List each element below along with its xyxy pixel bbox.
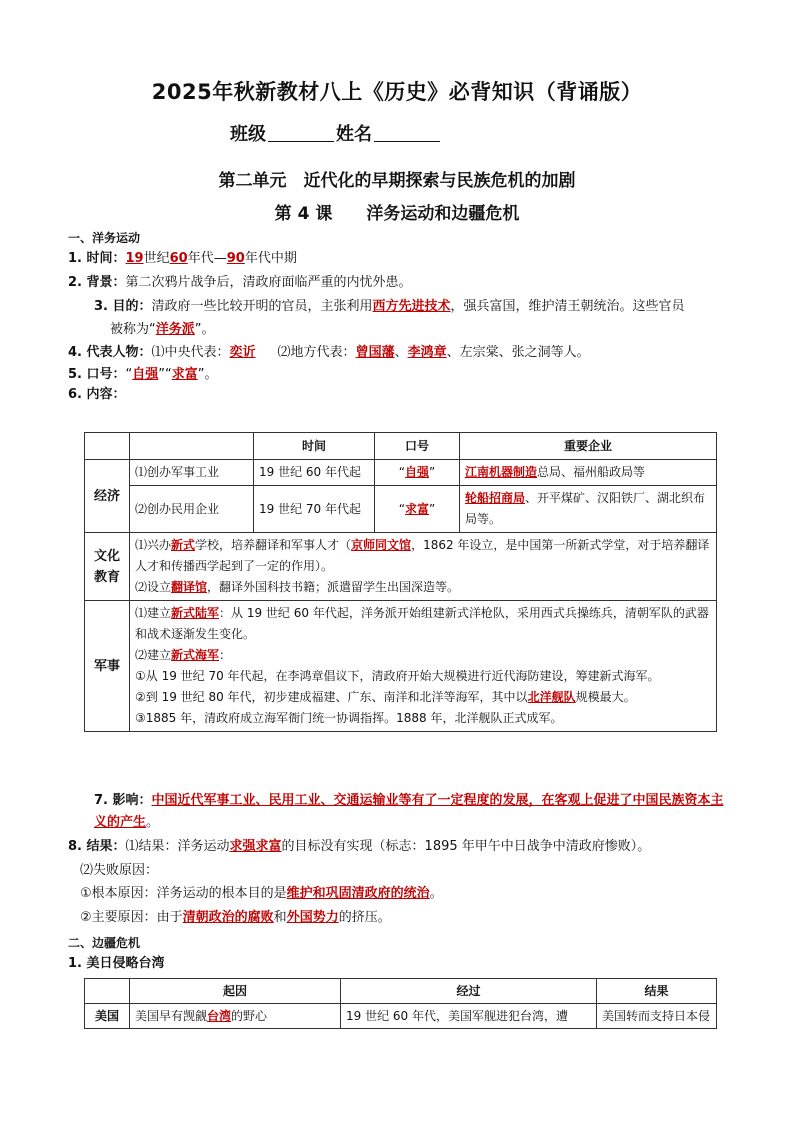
edu-text: ⑵设立 bbox=[135, 580, 172, 594]
military-item-2 bbox=[135, 645, 711, 666]
slogan-line bbox=[68, 366, 218, 384]
mil-text: ②到 19 世纪 80 年代，初步建成福建、广东、南洋和北洋等海军，其中以 bbox=[135, 690, 528, 704]
cell-item: ⑴创办军事工业 bbox=[130, 460, 254, 486]
impact-keyword: 中国近代军事工业、民用工业、交通运输业等有了一定程度的发展，在客观上促进了中国民族 bbox=[151, 793, 685, 808]
fail-text: ②主要原因：由于 bbox=[80, 910, 183, 925]
aim-line-2 bbox=[110, 321, 215, 339]
table-row bbox=[85, 533, 717, 601]
cell-cause bbox=[130, 1004, 341, 1029]
slogan-text: 自强 bbox=[404, 465, 429, 479]
edu-text: ⑴兴办 bbox=[135, 538, 172, 552]
name-label: 姓名 bbox=[336, 124, 372, 145]
slogan-1: 自强 bbox=[132, 367, 159, 382]
fail-text: ①根本原因：洋务运动的根本目的是 bbox=[80, 886, 287, 901]
rep-sep: 、 bbox=[394, 345, 408, 360]
cell-result: 美国转而支持日本侵 bbox=[597, 1004, 717, 1029]
fail-text: 和 bbox=[273, 910, 287, 925]
fail-keyword: 维护和巩固清政府的统治 bbox=[286, 886, 430, 901]
aim-keyword-2: 洋务派 bbox=[155, 322, 195, 337]
section-heading-2: 二、边疆危机 bbox=[68, 936, 141, 950]
header-cause: 起因 bbox=[130, 979, 341, 1004]
table-row bbox=[85, 486, 717, 533]
education-item-2 bbox=[135, 577, 711, 598]
enterprise-keyword: 江南机器制造 bbox=[465, 465, 538, 479]
header-process: 经过 bbox=[341, 979, 597, 1004]
quote: “ bbox=[398, 501, 405, 516]
mil-keyword: 新式海军 bbox=[171, 648, 220, 662]
time-text: 年代— bbox=[187, 251, 227, 266]
mil-text: ： bbox=[219, 648, 232, 662]
slogan-text: 求富 bbox=[404, 501, 429, 516]
impact-keyword-2: 资本主义的产生 bbox=[94, 793, 724, 830]
background-line bbox=[68, 274, 412, 292]
mil-keyword: 北洋舰队 bbox=[527, 690, 576, 704]
military-item-3: ①从 19 世纪 70 年代起，在李鸿章倡议下，清政府开始大规模进行近代海防建设，筹建新式海军。 bbox=[135, 669, 660, 683]
cell-slogan bbox=[375, 486, 460, 533]
edu-keyword: 新式 bbox=[171, 538, 196, 552]
table-header-row bbox=[85, 433, 717, 460]
header-slogan: 口号 bbox=[375, 433, 460, 460]
rep-text: 、左宗棠、张之洞等人。 bbox=[446, 345, 590, 360]
header-blank bbox=[85, 979, 130, 1004]
category-education: 文化教育 bbox=[85, 533, 130, 601]
time-90: 90 bbox=[226, 251, 245, 266]
result-keyword: 求强求富 bbox=[229, 839, 282, 854]
cell-item: ⑵创办民用企业 bbox=[130, 486, 254, 533]
fail-text: 。 bbox=[429, 886, 443, 901]
lesson-heading: 第 4 课 洋务运动和边疆危机 bbox=[274, 204, 520, 224]
header-enterprises: 重要企业 bbox=[460, 433, 717, 460]
cell-process: 19 世纪 60 年代，美国军舰进犯台湾，遭 bbox=[341, 1004, 597, 1029]
cause-text: 的野心 bbox=[231, 1009, 268, 1023]
fail-keyword: 清朝政治的腐败 bbox=[182, 910, 274, 925]
cause-keyword: 台湾 bbox=[207, 1009, 232, 1023]
mil-text: ：从 19 世纪 60 年代起，洋务派开始组建新式洋枪队，采用西式兵操练兵，清朝军队的武器和战术逐渐发生变化。 bbox=[135, 606, 709, 641]
header-blank bbox=[130, 433, 254, 460]
quote: “ bbox=[398, 465, 405, 479]
aim-keyword: 西方先进技术 bbox=[372, 299, 451, 314]
background-label: 2. 背景： bbox=[68, 275, 126, 290]
category-economy: 经济 bbox=[85, 460, 130, 533]
aim-line bbox=[94, 298, 685, 316]
rep-local-2: 李鸿章 bbox=[407, 345, 447, 360]
table-row bbox=[85, 460, 717, 486]
quote: “ bbox=[125, 367, 133, 382]
quote: ” bbox=[429, 465, 436, 479]
cell-enterprises bbox=[460, 486, 717, 533]
rep-text: ⑴中央代表： bbox=[151, 345, 230, 360]
class-label: 班级 bbox=[230, 124, 266, 145]
name-blank bbox=[374, 125, 440, 142]
table-row bbox=[85, 1004, 717, 1029]
table-row bbox=[85, 601, 717, 732]
header-time: 时间 bbox=[254, 433, 375, 460]
edu-keyword: 京师同文馆 bbox=[351, 538, 412, 552]
table-header-row bbox=[85, 979, 717, 1004]
edu-keyword: 翻译馆 bbox=[171, 580, 208, 594]
content-label-line bbox=[68, 386, 126, 404]
edu-text: ，1862 年设立，是中国第一所新式学堂，对于培养翻译人才和传播西学起到了一定的作用）。 bbox=[135, 538, 710, 573]
military-item-1 bbox=[135, 603, 711, 645]
time-60: 60 bbox=[169, 251, 188, 266]
quote: ”“ bbox=[158, 367, 172, 382]
subsection-heading bbox=[68, 955, 165, 973]
rep-label: 4. 代表人物： bbox=[68, 345, 152, 360]
category-military: 军事 bbox=[85, 601, 130, 732]
class-blank bbox=[268, 125, 334, 142]
document-title: 2025年秋新教材八上《历史》必背知识（背诵版） bbox=[151, 80, 643, 104]
result-text: 的目标没有实现（标志：1895 年甲午中日战争中清政府惨败）。 bbox=[281, 839, 651, 854]
education-item-1 bbox=[135, 535, 711, 577]
military-item-5: ③1885 年，清政府成立海军衙门统一协调指挥。1888 年，北洋舰队正式成军。 bbox=[135, 711, 563, 725]
time-line bbox=[68, 250, 297, 268]
aim-label: 3. 目的： bbox=[94, 299, 152, 314]
time-text: 年代中期 bbox=[244, 251, 297, 266]
failure-reason-2 bbox=[80, 909, 391, 927]
rep-text: ⑵地方代表： bbox=[277, 345, 356, 360]
cell-education bbox=[130, 533, 717, 601]
time-label: 1. 时间： bbox=[68, 251, 126, 266]
impact-paragraph bbox=[94, 790, 734, 834]
result-line bbox=[68, 838, 650, 856]
cell-time: 19 世纪 70 年代起 bbox=[254, 486, 375, 533]
slogan-label: 5. 口号： bbox=[68, 367, 126, 382]
time-text: 世纪 bbox=[143, 251, 170, 266]
aim-text: ”。 bbox=[194, 322, 215, 337]
slogan-2: 求富 bbox=[171, 367, 198, 382]
aim-text: 被称为“ bbox=[110, 322, 156, 337]
enterprise-text: 总局、福州船政局等 bbox=[537, 465, 646, 479]
result-text: ⑴结果：洋务运动 bbox=[125, 839, 230, 854]
fail-text: 的挤压。 bbox=[338, 910, 391, 925]
result-label: 8. 结果： bbox=[68, 839, 126, 854]
section-heading-1: 一、洋务运动 bbox=[68, 231, 141, 245]
time-19: 19 bbox=[125, 251, 144, 266]
enterprise-keyword: 轮船招商局 bbox=[465, 491, 526, 505]
header-result: 结果 bbox=[597, 979, 717, 1004]
cell-enterprises bbox=[460, 460, 717, 486]
header-blank bbox=[85, 433, 130, 460]
cause-text: 美国早有觊觎 bbox=[135, 1009, 208, 1023]
mil-text: ⑵建立 bbox=[135, 648, 172, 662]
background-text: 第二次鸦片战争后，清政府面临严重的内忧外患。 bbox=[125, 275, 412, 290]
mil-text: 规模最大。 bbox=[575, 690, 636, 704]
unit-heading: 第二单元 近代化的早期探索与民族危机的加剧 bbox=[218, 171, 576, 191]
cell-military bbox=[130, 601, 717, 732]
rep-local-1: 曾国藩 bbox=[355, 345, 395, 360]
subsection-title: 1. 美日侵略台湾 bbox=[68, 956, 165, 971]
aim-text: 清政府一些比较开明的官员，主张利用 bbox=[151, 299, 373, 314]
cell-time: 19 世纪 60 年代起 bbox=[254, 460, 375, 486]
fail-keyword: 外国势力 bbox=[286, 910, 339, 925]
edu-text: ，翻译外国科技书籍；派遣留学生出国深造等。 bbox=[207, 580, 460, 594]
enterprise-text: 、开平煤矿、汉阳铁厂、湖北织布局等。 bbox=[465, 491, 706, 526]
mil-keyword: 新式陆军 bbox=[171, 606, 220, 620]
failure-reason-1 bbox=[80, 885, 443, 903]
failure-label-line: ⑵失败原因： bbox=[80, 863, 159, 878]
military-item-4 bbox=[135, 687, 711, 708]
class-name-line bbox=[230, 120, 442, 146]
taiwan-table bbox=[84, 978, 717, 1029]
representatives-line bbox=[68, 344, 590, 362]
cell-slogan bbox=[375, 460, 460, 486]
mil-text: ⑴建立 bbox=[135, 606, 172, 620]
row-label: 美国 bbox=[85, 1004, 130, 1029]
aim-text: ，强兵富国，维护清王朝统治。这些官员 bbox=[450, 299, 685, 314]
impact-end: 。 bbox=[146, 815, 160, 830]
content-label: 6. 内容： bbox=[68, 387, 126, 402]
rep-central: 奕䜣 bbox=[229, 345, 256, 360]
quote: ” bbox=[429, 501, 436, 516]
quote: ”。 bbox=[197, 367, 218, 382]
impact-label: 7. 影响： bbox=[94, 793, 152, 808]
content-table bbox=[84, 432, 717, 732]
edu-text: 学校，培养翻译和军事人才（ bbox=[195, 538, 352, 552]
